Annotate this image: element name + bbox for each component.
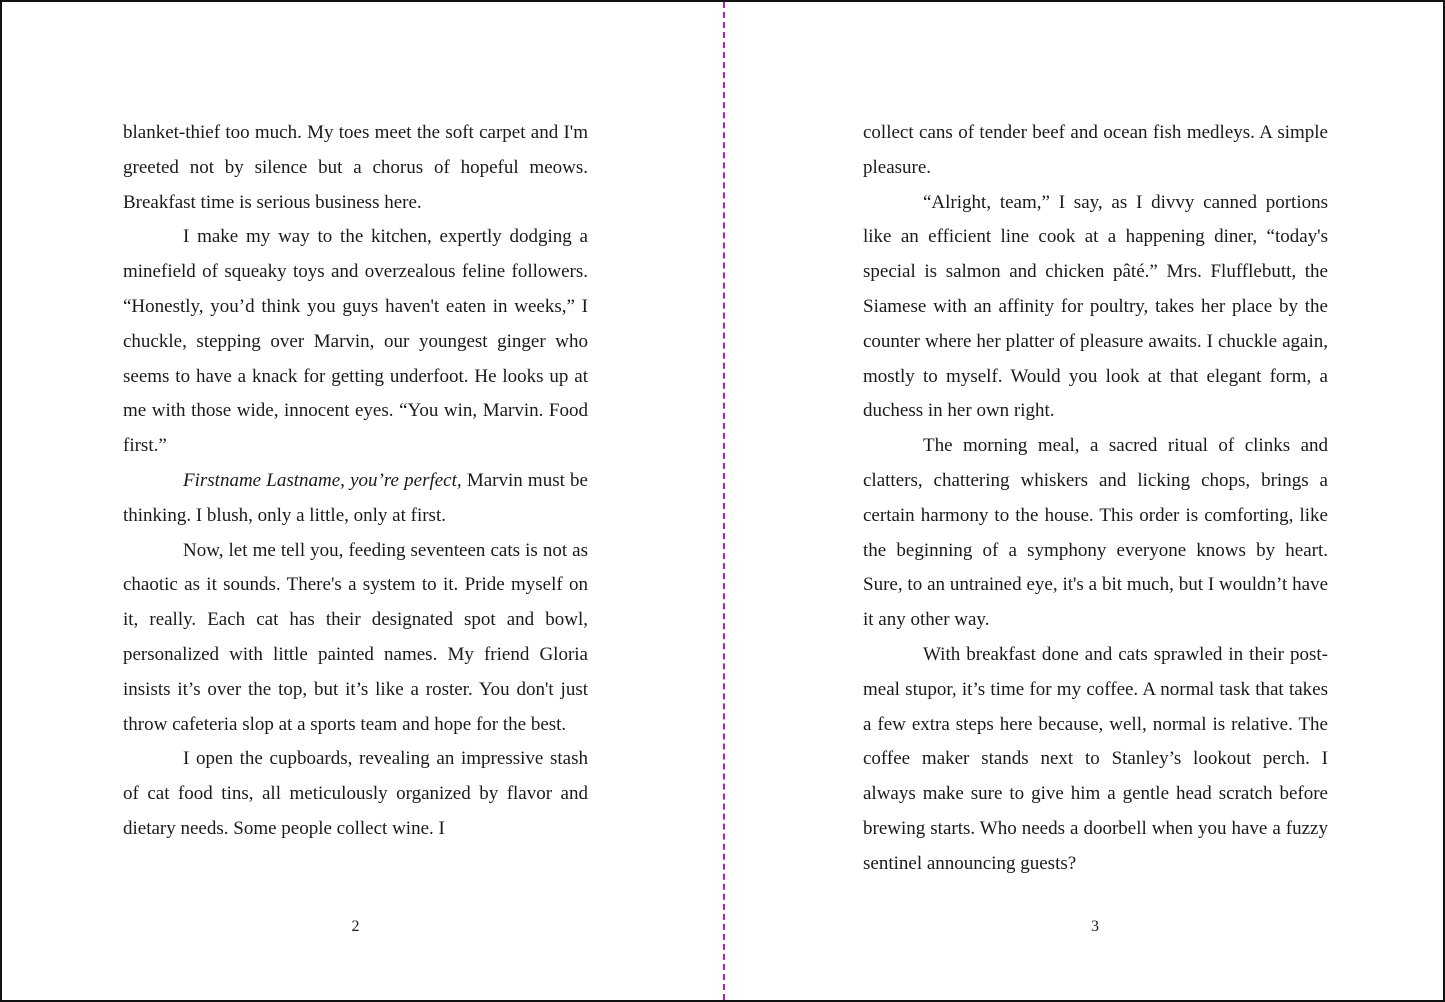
paragraph-text: Marvin must be thinking. I blush, only a little, only at first. xyxy=(123,469,588,526)
paragraph: blanket-thief too much. My toes meet the soft carpet and I'm greeted not by silence but a chorus of hopeful meows. Breakfast time is serious business here. xyxy=(123,122,588,213)
page-number: 2 xyxy=(351,918,360,935)
paragraph: The morning meal, a sacred ritual of clinks and clatters, chattering whiskers and licking chops, brings a certain harmony to the house. This order is comforting, like the beginning of a symphony everyone knows by heart. Sure, to an untrained eye, it's a bit much, but I wouldn’t have it any other way. xyxy=(863,435,1328,631)
paragraph: I make my way to the kitchen, expertly dodging a minefield of squeaky toys and overzealous feline followers. “Honestly, you’d think you guys haven't eaten in weeks,” I chuckle, stepping over Marvin, our youngest ginger who seems to have a knack for getting underfoot. He looks up at me with those wide, innocent eyes. “You win, Marvin. Food first.” xyxy=(123,226,588,457)
right-page xyxy=(725,2,1445,1000)
paragraph: Now, let me tell you, feeding seventeen cats is not as chaotic as it sounds. There's a system to it. Pride myself on it, really. Each cat has their designated spot and bowl, personalized with little painted names. My friend Gloria insists it’s over the top, but it’s like a roster. You don't just throw cafeteria slop at a sports team and hope for the best. xyxy=(123,539,588,735)
page-number: 3 xyxy=(1091,918,1099,935)
right-page-body xyxy=(863,116,1328,882)
paragraph: “Alright, team,” I say, as I divvy canned portions like an efficient line cook at a happening diner, “today's special is salmon and chicken pâté.” Mrs. Flufflebutt, the Siamese with an affinity for poultry, takes her place by the counter where her platter of pleasure awaits. I chuckle again, mostly to myself. Would you look at that elegant form, a duchess in her own right. xyxy=(863,191,1328,422)
italic-thought: Firstname Lastname, you’re perfect, xyxy=(183,469,462,491)
left-page-body xyxy=(123,116,588,847)
paragraph: I open the cupboards, revealing an impressive stash of cat food tins, all meticulously organized by flavor and dietary needs. Some people collect wine. I xyxy=(123,748,588,839)
paragraph xyxy=(123,464,588,534)
paragraph: collect cans of tender beef and ocean fish medleys. A simple pleasure. xyxy=(863,122,1328,178)
paragraph: With breakfast done and cats sprawled in their post-meal stupor, it’s time for my coffee. A normal task that takes a few extra steps here because, well, normal is relative. The coffee maker stands next to Stanley’s lookout perch. I always make sure to give him a gentle head scratch before brewing starts. Who needs a doorbell when you have a fuzzy sentinel announcing guests? xyxy=(863,643,1328,874)
left-page xyxy=(2,2,723,1000)
